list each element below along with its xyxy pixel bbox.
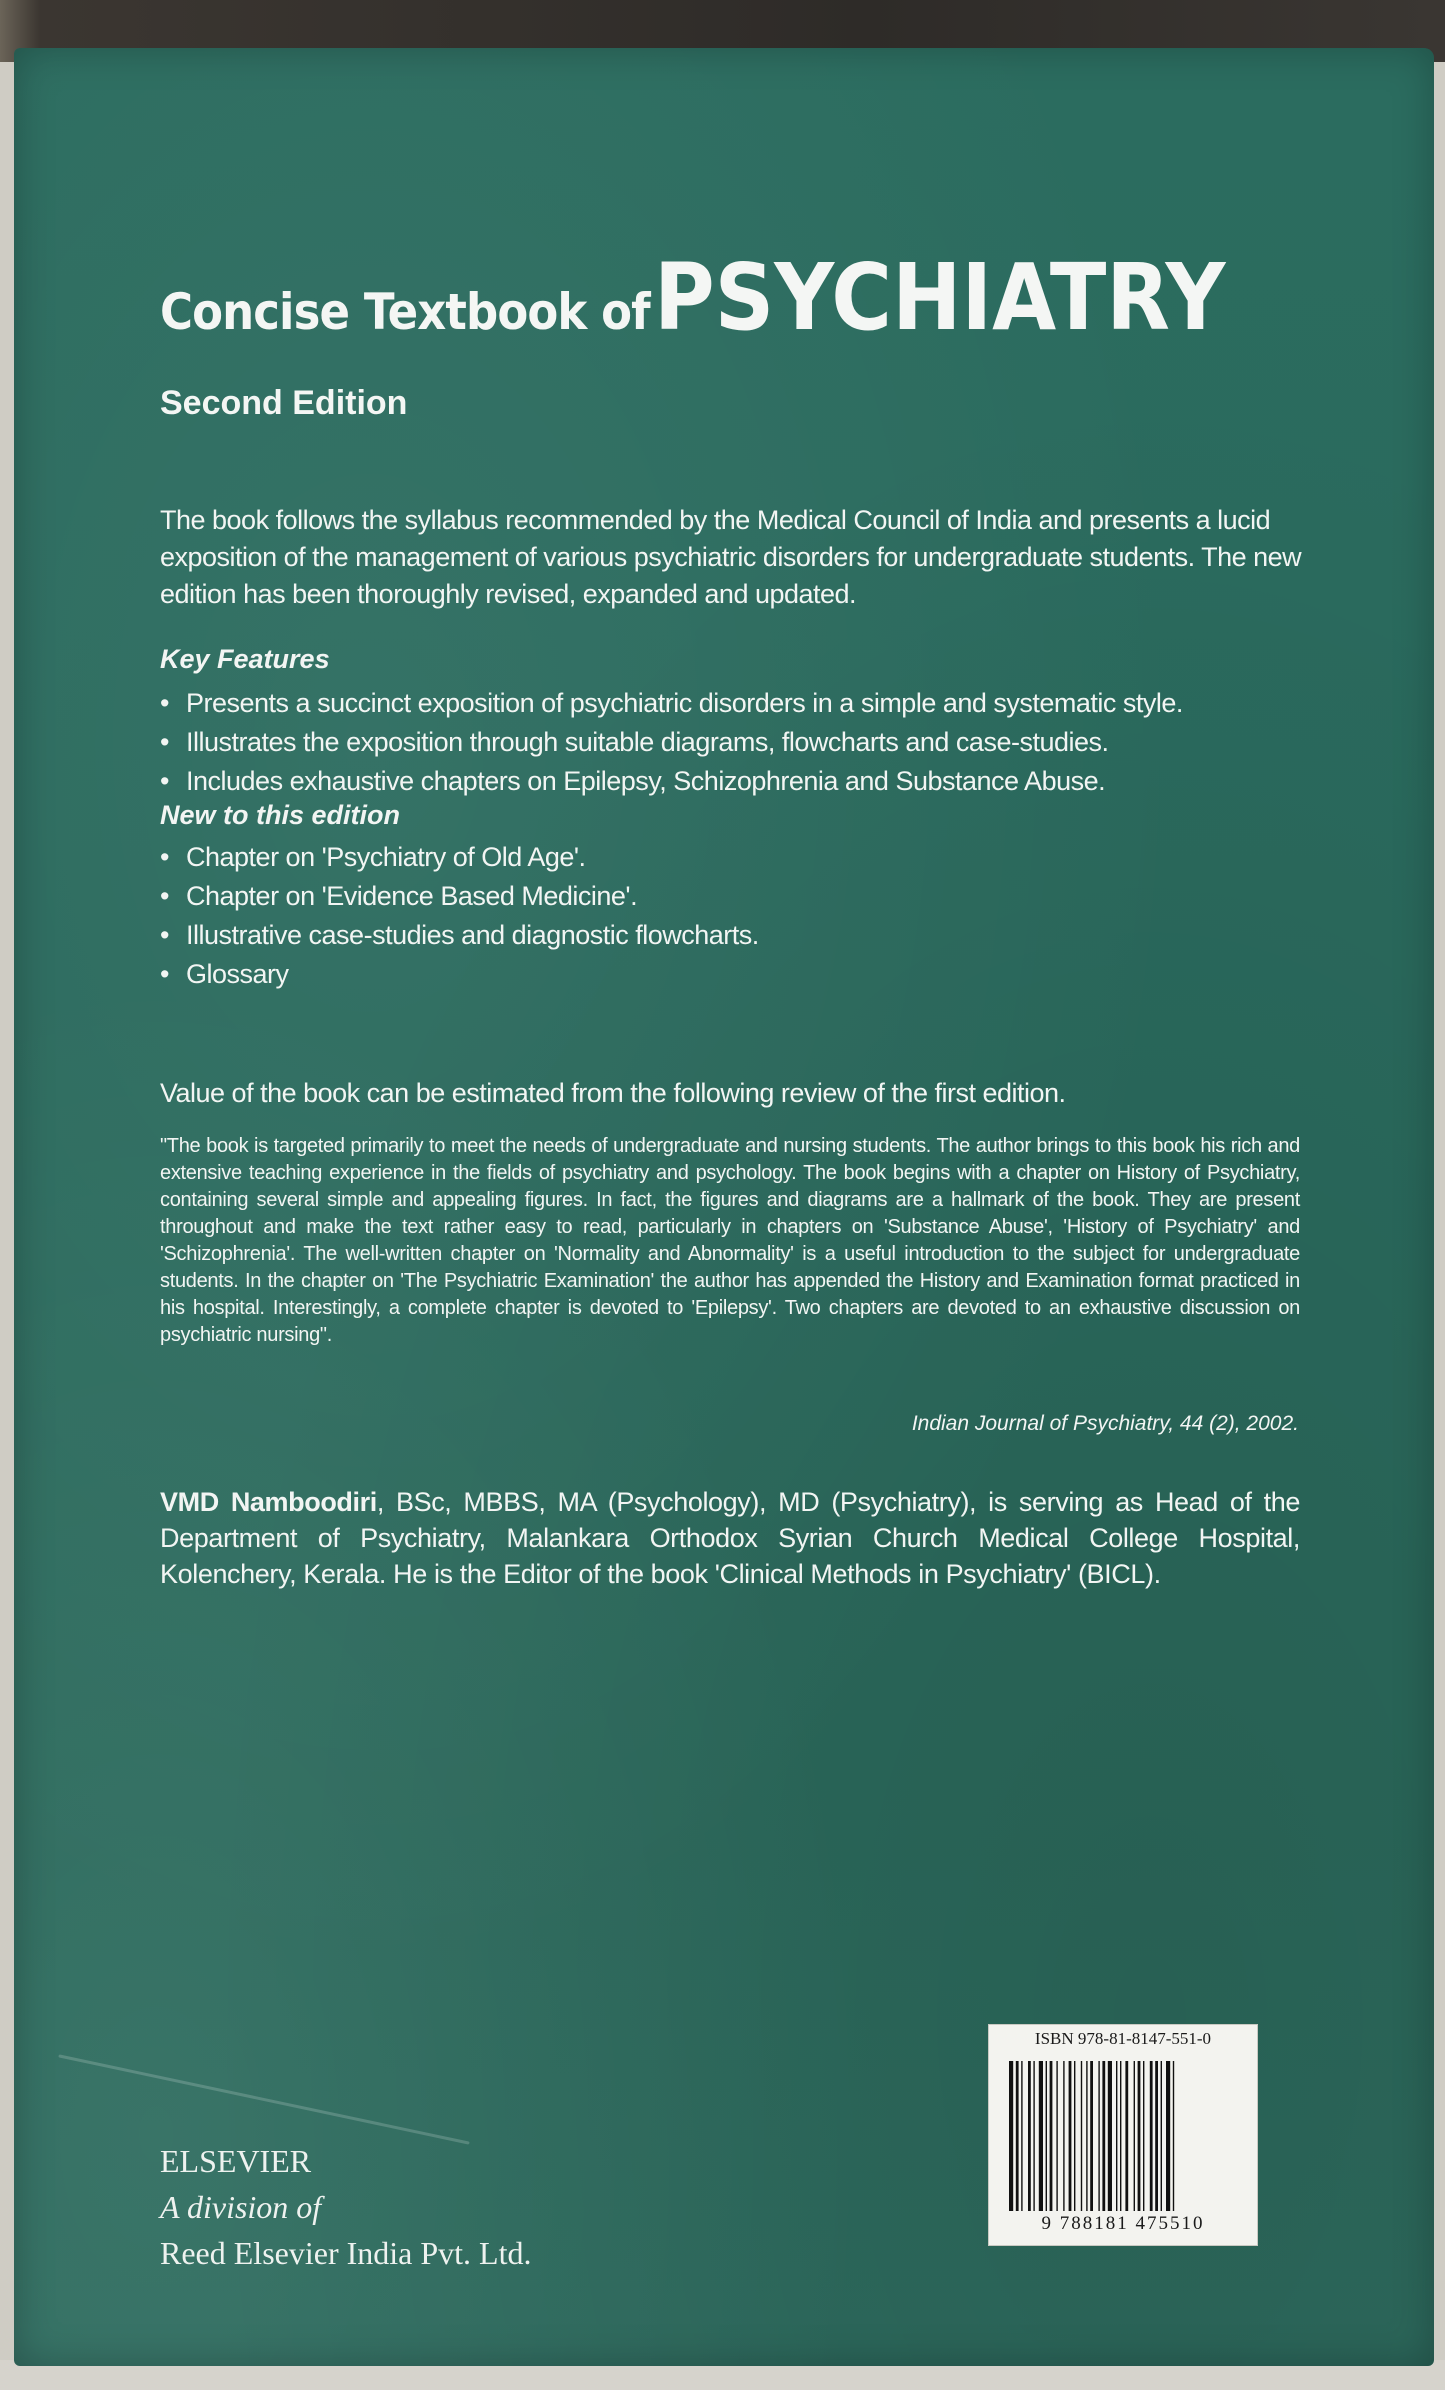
author-credentials: , BSc, MBBS, MA (Psychology), MD (Psychiatry), is serving as Head of the Department of Psychiatry, Malankara Orthodox Syrian Church Medical College Hospital, Kolenchery, Kerala. He is the Editor of the book 'Clinical Methods in Psychiatry' (BICL).: [160, 1487, 1301, 1589]
new-edition-heading: New to this edition: [160, 800, 400, 830]
barcode-digits: 9 788181 475510: [1041, 2213, 1205, 2234]
list-item: • Chapter on 'Evidence Based Medicine'.: [160, 877, 759, 916]
barcode-bar: [1081, 2061, 1082, 2211]
list-item: • Presents a succinct exposition of psychiatric disorders in a simple and systematic style.: [160, 684, 1183, 723]
publisher-name: ELSEVIER: [160, 2143, 312, 2179]
intro-paragraph: The book follows the syllabus recommended by the Medical Council of India and presents a lucid exposition of the management of various psychiatric disorders for undergraduate students. The new edition has been thoroughly revised, expanded and updated.: [160, 505, 1302, 609]
review-quote: "The book is targeted primarily to meet the needs of undergraduate and nursing students. The author brings to this book his rich and extensive teaching experience in the fields of psychiatry and psychology. The book begins with a chapter on History of Psychiatry, containing several simple and appealing figures. In fact, the figures and diagrams are a hallmark of the book. They are present throughout and make the text rather easy to read, particularly in chapters on 'Substance Abuse', 'History of Psychiatry' and 'Schizophrenia'. The well-written chapter on 'Normality and Abnormality' is a useful introduction to the subject for undergraduate students. In the chapter on 'The Psychiatric Examination' the author has appended the History and Examination format practiced in his hospital. Interestingly, a complete chapter is devoted to 'Epilepsy'. Two chapters are devoted to an exhaustive discussion on psychiatric nursing".: [160, 1135, 1300, 1346]
barcode-bar: [1086, 2061, 1087, 2211]
barcode-bar: [1166, 2061, 1170, 2211]
barcode-bar: [1125, 2061, 1128, 2211]
review-citation: Indian Journal of Psychiatry, 44 (2), 2002.: [911, 1412, 1299, 1435]
barcode-bar: [1033, 2061, 1034, 2211]
barcode-bar: [1143, 2061, 1144, 2211]
review-intro: Value of the book can be estimated from the following review of the first edition.: [160, 1078, 1066, 1108]
barcode-bar: [1102, 2061, 1105, 2211]
barcode-bar: [1074, 2061, 1075, 2211]
publisher-division: A division of: [160, 2189, 322, 2225]
key-features-heading: Key Features: [160, 644, 330, 674]
barcode-bar: [1173, 2061, 1174, 2211]
new-edition-list: [160, 838, 759, 994]
title-prefix: Concise Textbook of: [160, 283, 650, 341]
barcode-bar: [1108, 2061, 1112, 2211]
barcode-bar: [1046, 2061, 1047, 2211]
barcode-bar: [1134, 2061, 1135, 2211]
book-title: [160, 244, 1225, 351]
barcode-bar: [1150, 2061, 1153, 2211]
cover-crease: [58, 2054, 469, 2144]
publisher-imprint: [160, 2138, 531, 2276]
back-cover: [14, 48, 1434, 2366]
list-item: • Includes exhaustive chapters on Epilepsy, Schizophrenia and Substance Abuse.: [160, 762, 1183, 801]
list-item: • Illustrates the exposition through suitable diagrams, flowcharts and case-studies.: [160, 723, 1183, 762]
author-bio: [160, 1484, 1300, 1592]
barcode-bar: [1021, 2061, 1022, 2211]
barcode-bar: [1098, 2061, 1099, 2211]
title-main: PSYCHIATRY: [653, 244, 1226, 351]
author-name: VMD Namboodiri: [160, 1487, 377, 1517]
isbn-number: ISBN 978-81-8147-551-0: [1034, 2029, 1212, 2048]
barcode-bar: [1050, 2061, 1053, 2211]
barcode-bar: [1063, 2061, 1064, 2211]
barcode-bar: [1090, 2061, 1093, 2211]
barcode-bar: [1120, 2061, 1121, 2211]
barcode-bar: [1016, 2061, 1019, 2211]
barcode-bar: [1056, 2061, 1057, 2211]
barcode-bar: [1116, 2061, 1117, 2211]
list-item: • Chapter on 'Psychiatry of Old Age'.: [160, 838, 759, 877]
barcode-bar: [1028, 2061, 1031, 2211]
isbn-label: [988, 2024, 1258, 2246]
barcode-bar: [1009, 2061, 1013, 2211]
key-features-list: [160, 684, 1183, 801]
list-item: • Glossary: [160, 955, 759, 994]
barcode-icon: [1007, 2061, 1239, 2211]
barcode-bar: [1069, 2061, 1072, 2211]
barcode-bar: [1138, 2061, 1141, 2211]
barcode-bar: [1039, 2061, 1043, 2211]
list-item: • Illustrative case-studies and diagnostic flowcharts.: [160, 916, 759, 955]
barcode-bar: [1161, 2061, 1162, 2211]
publisher-company: Reed Elsevier India Pvt. Ltd.: [160, 2235, 532, 2271]
barcode-bar: [1155, 2061, 1158, 2211]
edition-label: Second Edition: [160, 384, 408, 422]
